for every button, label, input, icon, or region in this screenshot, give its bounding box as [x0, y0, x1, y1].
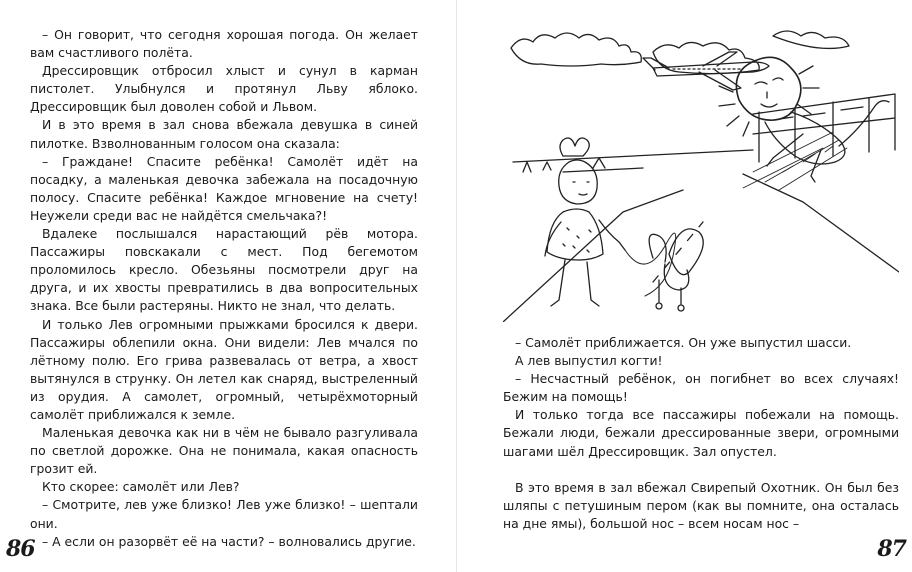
lion-icon	[719, 57, 889, 190]
paragraph: И в это время в зал снова вбежала девушка в синей пилотке. Взволнованным голосом она сказала:	[30, 117, 418, 151]
paragraph: И только тогда все пассажиры побежали на помощь. Бежали люди, бежали дрессированные звери, огромными шагами шёл Дрессировщик. Зал опустел.	[503, 407, 899, 459]
paragraph: Маленькая девочка как ни в чём не бывало разгуливала по светлой дорожке. Она не понимала, какая опасность грозит ей.	[30, 425, 418, 477]
paragraph: – Смотрите, лев уже близко! Лев уже близко! – шептали они.	[30, 497, 418, 531]
paragraph: В это время в зал вбежал Свирепый Охотник. Он был без шляпы с петушиным пером (как вы помните, она осталась на дне ямы), большой нос – всем носам нос –	[503, 479, 899, 531]
paragraph: – Несчастный ребёнок, он погибнет во всех случаях! Бежим на помощь!	[503, 371, 899, 405]
clouds-icon	[511, 31, 849, 74]
paragraph: – Он говорит, что сегодня хорошая погода. Он желает вам счастливого полёта.	[30, 27, 418, 61]
girl-icon	[545, 138, 676, 306]
left-page-text	[30, 26, 418, 551]
paragraph: Дрессировщик отбросил хлыст и сунул в карман пистолет. Улыбнулся и протянул Льву яблоко. Дрессировщик был доволен собой и Львом.	[30, 63, 418, 115]
paragraph: И только Лев огромными прыжками бросился к двери. Пассажиры облепили окна. Они видели: Лев мчался по лётному полю. Его грива развевалась от ветра, а хвост вытянулся в струнку. Он летел как снаряд, выстреленный из орудия. А самолет, огромный, четырёхмоторный самолёт приближался к земле.	[30, 316, 418, 422]
right-page	[456, 0, 912, 572]
paragraph: – Самолёт приближается. Он уже выпустил шасси.	[515, 335, 852, 350]
paragraph: Кто скорее: самолёт или Лев?	[42, 479, 240, 495]
runway-icon	[503, 150, 899, 322]
paragraph: Вдалеке послышался нарастающий рёв мотора. Пассажиры повскакали с мест. Под бегемотом проломилось кресло. Обезьяны посмотрели друг на друга, и их хвосты превратились в два вопросительных знака. Все были растеряны. Никто не знал, что делать.	[30, 226, 418, 314]
page-number: 87	[877, 536, 906, 562]
paragraph: А лев выпустил когти!	[515, 353, 663, 369]
paragraph: – А если он разорвёт её на части? – волновались другие.	[42, 533, 416, 549]
page-number: 86	[6, 536, 35, 562]
right-page-text	[503, 334, 899, 533]
butterfly-toy-icon	[649, 229, 703, 311]
illustration-girl-lion-airplane-icon	[503, 22, 899, 322]
paragraph: – Граждане! Спасите ребёнка! Самолёт идёт на посадку, а маленькая девочка забежала на посадочную полосу. Спасите ребёнка! Каждое мгновение на счету! Неужели среди вас не найдётся смельчака?!	[30, 153, 418, 223]
